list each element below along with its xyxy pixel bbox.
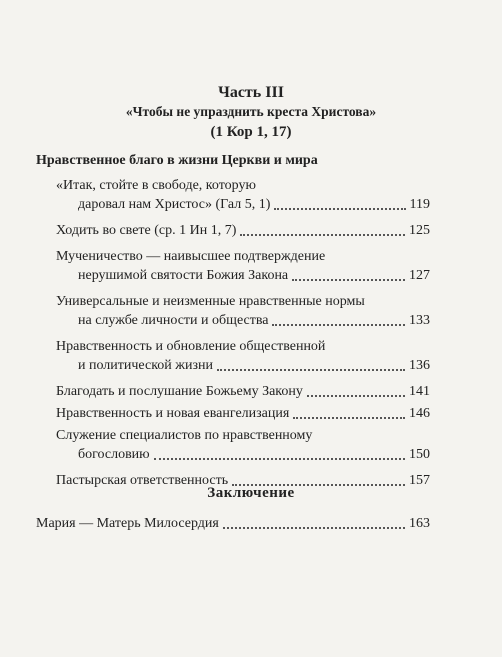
dot-leader	[307, 394, 405, 397]
toc-page-number: 119	[409, 197, 430, 212]
toc-entry-line: Нравственность и обновление общественной	[56, 339, 326, 354]
part-reference: (1 Кор 1, 17)	[210, 124, 292, 140]
toc-entry-title: нерушимой святости Божия Закона	[78, 268, 289, 283]
dot-leader	[274, 207, 405, 210]
toc-page-number: 141	[409, 384, 430, 399]
toc-page-number: 136	[409, 358, 430, 373]
dot-leader	[240, 233, 405, 236]
toc-entry	[56, 247, 430, 285]
dot-leader	[154, 457, 405, 460]
toc-page-number: 163	[409, 516, 430, 531]
toc-entry-line: «Итак, стойте в свободе, которую	[56, 178, 256, 193]
dot-leader	[223, 526, 405, 529]
toc-entry-line: Служение специалистов по нравственному	[56, 428, 313, 443]
toc-entry-title: богословию	[78, 447, 150, 462]
toc-page-number: 133	[409, 313, 430, 328]
toc-page-number: 146	[409, 406, 430, 421]
toc-page-number: 150	[409, 447, 430, 462]
toc-entry	[56, 176, 430, 214]
toc-page-number: 127	[409, 268, 430, 283]
toc-entry-title: даровал нам Христос» (Гал 5, 1)	[78, 197, 271, 212]
part-subtitle: «Чтобы не упразднить креста Христова»	[125, 104, 377, 119]
section-heading: Нравственное благо в жизни Церкви и мира	[36, 153, 318, 168]
toc-entry	[56, 426, 430, 464]
toc-entry	[56, 404, 430, 423]
toc-entry-line: Универсальные и неизменные нравственные нормы	[56, 294, 365, 309]
toc-list	[56, 176, 430, 490]
dot-leader	[217, 368, 405, 371]
toc-page-number: 125	[409, 223, 430, 238]
toc-entry	[56, 337, 430, 375]
toc-page-number: 157	[409, 473, 430, 488]
dot-leader	[292, 278, 405, 281]
part-title: Часть III	[218, 84, 284, 101]
toc-entry	[56, 221, 430, 240]
toc-entry-title: Нравственность и новая евангелизация	[56, 406, 290, 421]
toc-entry	[56, 292, 430, 330]
toc-entry-title: и политической жизни	[78, 358, 213, 373]
toc-entry	[56, 382, 430, 401]
toc-entry-title: Благодать и послушание Божьему Закону	[56, 384, 303, 399]
dot-leader	[272, 323, 405, 326]
conclusion-heading: Заключение	[207, 485, 295, 501]
toc-entry-title: Мария — Матерь Милосердия	[36, 516, 219, 531]
toc-entry-title: на службе личности и общества	[78, 313, 269, 328]
toc-entry-title: Пастырская ответственность	[56, 473, 229, 488]
conclusion-entry	[36, 514, 430, 533]
toc-entry-title: Ходить во свете (ср. 1 Ин 1, 7)	[56, 223, 237, 238]
dot-leader	[293, 416, 405, 419]
toc-entry-line: Мученичество — наивысшее подтверждение	[56, 249, 326, 264]
